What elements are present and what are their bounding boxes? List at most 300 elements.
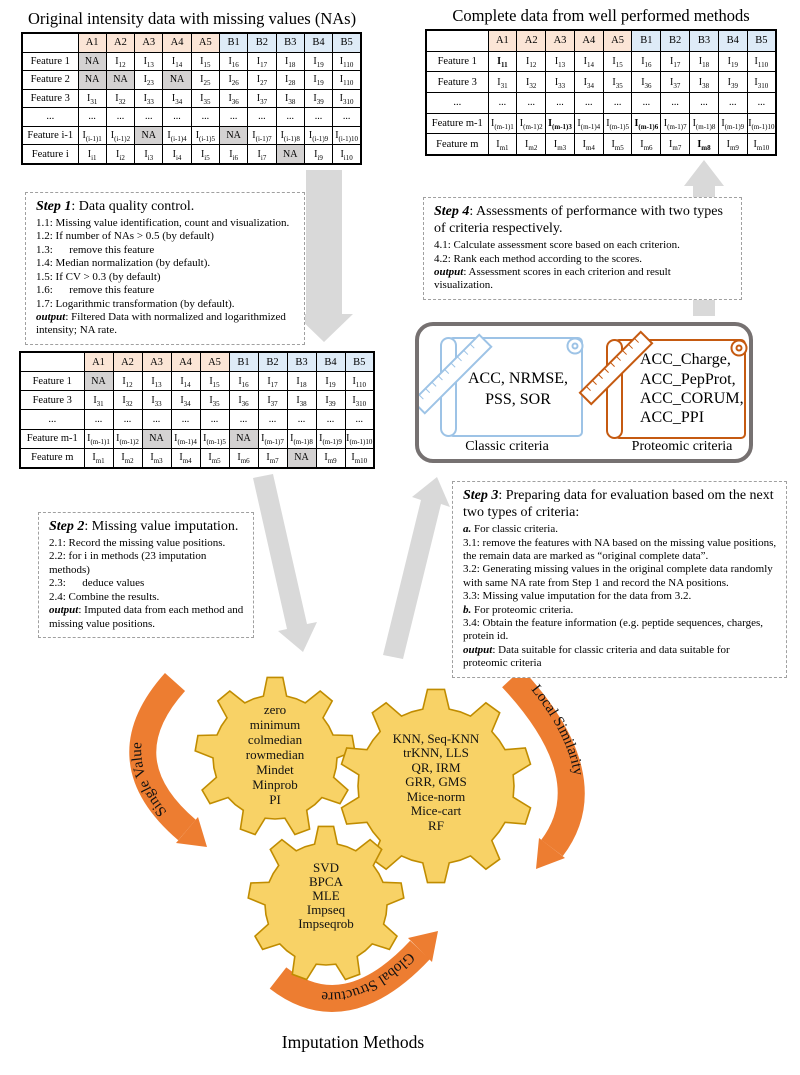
- method-item: zero: [263, 702, 287, 717]
- table-row: [426, 92, 776, 113]
- data-cell: $I_{36}$: [229, 391, 258, 410]
- data-cell: $I_{14}$: [574, 51, 603, 72]
- data-cell: $I_{m4}$: [574, 134, 603, 155]
- data-cell: $I_{33}$: [142, 391, 171, 410]
- imputed-cell: $I_{m8}$: [690, 134, 719, 155]
- imputed-cell: $I_{(m-1)3}$: [546, 113, 575, 134]
- data-cell: $I_{16}$: [632, 51, 661, 72]
- data-cell: ...: [258, 410, 287, 429]
- na-cell: NA: [276, 145, 304, 164]
- data-cell: $I_{13}$: [546, 51, 575, 72]
- data-cell: $I_{35}$: [191, 89, 219, 107]
- data-cell: ...: [718, 92, 747, 113]
- flow-arrow-filtered-to-imputation: [253, 474, 317, 652]
- data-cell: $I_{38}$: [287, 391, 316, 410]
- data-cell: $I_{34}$: [574, 72, 603, 93]
- step-line: 3.2: Generating missing values in the original complete data randomly with same NA rate from Step 1 and record the NA positions.: [463, 563, 776, 589]
- row-label: Feature m: [20, 448, 84, 468]
- data-cell: $I_{18}$: [690, 51, 719, 72]
- data-cell: $I_{(m-1)9}$: [718, 113, 747, 134]
- step1-box: [25, 192, 305, 345]
- row-label: Feature 3: [22, 89, 78, 107]
- data-cell: ...: [171, 410, 200, 429]
- method-item: QR, IRM: [411, 760, 461, 775]
- step-line: 2.3: deduce values: [49, 577, 145, 590]
- step-line: 2.1: Record the missing value positions.: [49, 537, 226, 550]
- data-cell: $I_{m6}$: [632, 134, 661, 155]
- data-cell: ...: [248, 108, 276, 126]
- data-cell: $I_{34}$: [163, 89, 191, 107]
- row-label: Feature i: [22, 145, 78, 164]
- data-table: [425, 29, 777, 156]
- data-cell: $I_{m2}$: [113, 448, 142, 468]
- method-item: Impseq: [306, 902, 346, 917]
- column-header: A1: [78, 33, 106, 52]
- data-cell: ...: [229, 410, 258, 429]
- data-cell: $I_{110}$: [747, 51, 776, 72]
- column-header: A1: [488, 30, 517, 51]
- table-row: [22, 126, 361, 144]
- criteria-box: [415, 322, 753, 463]
- data-cell: $I_{18}$: [287, 372, 316, 391]
- data-cell: $I_{(i-1)7}$: [248, 126, 276, 144]
- data-cell: $I_{17}$: [661, 51, 690, 72]
- data-cell: $I_{(i-1)8}$: [276, 126, 304, 144]
- step-line: 3.4: Obtain the feature information (e.g. peptide sequences, charges, protein id.: [463, 617, 766, 643]
- local-similarity-label: Local Similarity: [527, 681, 586, 777]
- step3-box: [452, 481, 787, 678]
- na-cell: NA: [135, 126, 163, 144]
- data-cell: $I_{310}$: [333, 89, 361, 107]
- complete-table-title: Complete data from well performed methods: [452, 6, 750, 25]
- data-cell: $I_{m3}$: [142, 448, 171, 468]
- data-cell: $I_{m10}$: [747, 134, 776, 155]
- method-item: colmedian: [247, 732, 303, 747]
- column-header: B1: [219, 33, 247, 52]
- step-line: 1.4: Median normalization (by default).: [36, 257, 211, 270]
- data-cell: $I_{39}$: [316, 391, 345, 410]
- table-row: [20, 410, 374, 429]
- data-cell: $I_{19}$: [304, 71, 332, 89]
- original-table-title: Original intensity data with missing values (NAs): [27, 9, 357, 28]
- column-header: B5: [345, 352, 374, 372]
- row-label: Feature 3: [20, 391, 84, 410]
- column-header: B3: [287, 352, 316, 372]
- method-item: Minprob: [252, 777, 298, 792]
- method-item: trKNN, LLS: [403, 745, 469, 760]
- classic-criteria-line: PSS, SOR: [485, 391, 551, 408]
- corner-cell: [22, 33, 78, 52]
- row-label: Feature 1: [22, 52, 78, 70]
- data-cell: $I_{18}$: [276, 52, 304, 70]
- table-row: [20, 429, 374, 448]
- data-cell: $I_{(m-1)4}$: [574, 113, 603, 134]
- data-cell: $I_{(i-1)2}$: [106, 126, 134, 144]
- data-cell: $I_{(m-1)8}$: [690, 113, 719, 134]
- method-item: GRR, GMS: [405, 774, 467, 789]
- method-item: MLE: [312, 888, 340, 903]
- column-header: A3: [135, 33, 163, 52]
- data-cell: $I_{310}$: [345, 391, 374, 410]
- row-label: Feature m: [426, 134, 488, 155]
- data-cell: $I_{(m-1)2}$: [517, 113, 546, 134]
- step-line: output: Filtered Data with normalized and logarithmized intensity; NA rate.: [36, 310, 289, 337]
- column-header: B1: [229, 352, 258, 372]
- row-label: Feature 1: [20, 372, 84, 391]
- row-label: Feature 1: [426, 51, 488, 72]
- column-header: A5: [191, 33, 219, 52]
- data-cell: $I_{i3}$: [135, 145, 163, 164]
- data-cell: $I_{m9}$: [316, 448, 345, 468]
- na-cell: NA: [142, 429, 171, 448]
- data-cell: $I_{15}$: [191, 52, 219, 70]
- data-cell: ...: [546, 92, 575, 113]
- proteomic-criteria-line: ACC_Charge,: [640, 351, 731, 368]
- column-header: B5: [747, 30, 776, 51]
- data-cell: ...: [106, 108, 134, 126]
- column-header: A5: [200, 352, 229, 372]
- data-cell: $I_{(m-1)10}$: [345, 429, 374, 448]
- data-cell: $I_{i9}$: [304, 145, 332, 164]
- method-item: PI: [269, 792, 281, 807]
- data-cell: $I_{m1}$: [84, 448, 113, 468]
- data-cell: $I_{(i-1)10}$: [333, 126, 361, 144]
- data-cell: ...: [142, 410, 171, 429]
- column-header: B4: [718, 30, 747, 51]
- data-cell: $I_{38}$: [276, 89, 304, 107]
- proteomic-criteria-line: ACC_PPI: [640, 409, 705, 426]
- data-cell: ...: [333, 108, 361, 126]
- data-cell: ...: [747, 92, 776, 113]
- method-item: Mice-norm: [406, 789, 466, 804]
- data-cell: ...: [163, 108, 191, 126]
- data-cell: $I_{34}$: [171, 391, 200, 410]
- data-cell: ...: [632, 92, 661, 113]
- column-header: A3: [546, 30, 575, 51]
- row-label: Feature i-1: [22, 126, 78, 144]
- data-cell: ...: [690, 92, 719, 113]
- step-line: 1.3: remove this feature: [36, 243, 155, 256]
- step-line: output: Assessment scores in each criterion and result visualization.: [434, 265, 674, 292]
- step-line: 4.2: Rank each method according to the scores.: [434, 252, 643, 265]
- data-cell: ...: [135, 108, 163, 126]
- method-item: RF: [428, 818, 444, 833]
- table-row: [22, 145, 361, 164]
- data-cell: $I_{37}$: [258, 391, 287, 410]
- column-header: A2: [113, 352, 142, 372]
- method-item: minimum: [249, 717, 301, 732]
- row-label: Feature m-1: [426, 113, 488, 134]
- step-title: Step 3: Preparing data for evaluation based om the next two types of criteria:: [463, 488, 774, 521]
- data-cell: ...: [316, 410, 345, 429]
- column-header: A5: [603, 30, 632, 51]
- data-cell: $I_{(m-1)7}$: [258, 429, 287, 448]
- criteria-scrolls: [419, 326, 749, 459]
- data-cell: $I_{(m-1)9}$: [316, 429, 345, 448]
- column-header: A3: [142, 352, 171, 372]
- table-row: [426, 51, 776, 72]
- column-header: B3: [276, 33, 304, 52]
- data-table: [19, 351, 375, 469]
- data-cell: $I_{m1}$: [488, 134, 517, 155]
- data-cell: $I_{35}$: [200, 391, 229, 410]
- data-cell: $I_{110}$: [333, 71, 361, 89]
- table-row: [20, 372, 374, 391]
- row-label: ...: [22, 108, 78, 126]
- data-cell: $I_{19}$: [316, 372, 345, 391]
- data-cell: $I_{31}$: [488, 72, 517, 93]
- column-header: B3: [690, 30, 719, 51]
- corner-cell: [426, 30, 488, 51]
- table-row: [22, 89, 361, 107]
- column-header: B1: [632, 30, 661, 51]
- method-item: BPCA: [309, 874, 343, 889]
- data-cell: $I_{m9}$: [718, 134, 747, 155]
- step-line: 2.2: for i in methods (23 imputation methods): [49, 550, 210, 576]
- data-cell: $I_{37}$: [248, 89, 276, 107]
- data-cell: $I_{(m-1)1}$: [84, 429, 113, 448]
- data-cell: $I_{31}$: [84, 391, 113, 410]
- na-cell: NA: [106, 71, 134, 89]
- data-cell: $I_{(m-1)10}$: [747, 113, 776, 134]
- data-cell: $I_{39}$: [304, 89, 332, 107]
- original-data-table: [21, 32, 362, 165]
- data-cell: $I_{(i-1)5}$: [191, 126, 219, 144]
- data-cell: $I_{i6}$: [219, 145, 247, 164]
- data-cell: ...: [304, 108, 332, 126]
- na-cell: NA: [229, 429, 258, 448]
- data-cell: $I_{33}$: [135, 89, 163, 107]
- row-label: Feature m-1: [20, 429, 84, 448]
- filtered-data-table: [19, 351, 375, 469]
- data-cell: ...: [78, 108, 106, 126]
- data-cell: $I_{110}$: [345, 372, 374, 391]
- data-cell: $I_{(i-1)4}$: [163, 126, 191, 144]
- row-label: ...: [20, 410, 84, 429]
- na-cell: NA: [287, 448, 316, 468]
- column-header: B5: [333, 33, 361, 52]
- data-cell: $I_{m5}$: [603, 134, 632, 155]
- classic-criteria-line: ACC, NRMSE,: [467, 370, 569, 387]
- classic-criteria-label: Classic criteria: [465, 439, 549, 454]
- gear-single-value-methods: [246, 702, 305, 807]
- method-item: KNN, Seq-KNN: [392, 731, 480, 746]
- step-line: 1.1: Missing value identification, count and visualization.: [36, 217, 290, 230]
- method-item: Mice-cart: [410, 803, 462, 818]
- table-row: [22, 108, 361, 126]
- global-structure-label: Global Structure: [320, 949, 418, 1005]
- data-cell: $I_{25}$: [191, 71, 219, 89]
- na-cell: NA: [78, 52, 106, 70]
- data-cell: $I_{13}$: [135, 52, 163, 70]
- data-cell: $I_{17}$: [248, 52, 276, 70]
- data-cell: $I_{(m-1)8}$: [287, 429, 316, 448]
- data-cell: ...: [113, 410, 142, 429]
- proteomic-criteria-line: ACC_CORUM,: [640, 390, 744, 407]
- step-line: output: Data suitable for classic criteria and data suitable for proteomic criteria: [463, 643, 733, 670]
- data-cell: $I_{14}$: [171, 372, 200, 391]
- data-cell: ...: [219, 108, 247, 126]
- method-item: rowmedian: [245, 747, 305, 762]
- row-label: Feature 2: [22, 71, 78, 89]
- column-header: B4: [316, 352, 345, 372]
- table-row: [22, 71, 361, 89]
- column-header: A2: [517, 30, 546, 51]
- data-cell: $I_{110}$: [333, 52, 361, 70]
- step-line: 1.5: If CV > 0.3 (by default): [36, 270, 161, 283]
- data-cell: $I_{12}$: [113, 372, 142, 391]
- single-value-label: Single Value: [129, 741, 171, 820]
- data-cell: ...: [603, 92, 632, 113]
- data-cell: $I_{19}$: [304, 52, 332, 70]
- data-cell: $I_{37}$: [661, 72, 690, 93]
- data-cell: $I_{(i-1)1}$: [78, 126, 106, 144]
- data-cell: $I_{15}$: [603, 51, 632, 72]
- data-cell: ...: [287, 410, 316, 429]
- column-header: B4: [304, 33, 332, 52]
- data-cell: $I_{(m-1)2}$: [113, 429, 142, 448]
- column-header: B2: [258, 352, 287, 372]
- imputed-cell: $I_{11}$: [488, 51, 517, 72]
- column-header: A4: [574, 30, 603, 51]
- table-row: [426, 134, 776, 155]
- data-cell: $I_{39}$: [718, 72, 747, 93]
- data-cell: ...: [345, 410, 374, 429]
- data-cell: $I_{m2}$: [517, 134, 546, 155]
- step-title: Step 1: Data quality control.: [36, 199, 195, 214]
- data-cell: $I_{m5}$: [200, 448, 229, 468]
- data-cell: $I_{32}$: [113, 391, 142, 410]
- data-cell: ...: [574, 92, 603, 113]
- data-cell: $I_{19}$: [718, 51, 747, 72]
- na-cell: NA: [219, 126, 247, 144]
- step-line: output: Imputed data from each method and missing value positions.: [49, 604, 247, 630]
- table-row: [20, 448, 374, 468]
- proteomic-criteria-label: Proteomic criteria: [631, 439, 733, 454]
- data-cell: $I_{m7}$: [661, 134, 690, 155]
- step-line: a. For classic criteria.: [463, 523, 558, 536]
- data-cell: $I_{32}$: [106, 89, 134, 107]
- data-cell: $I_{i2}$: [106, 145, 134, 164]
- data-cell: $I_{12}$: [517, 51, 546, 72]
- data-cell: ...: [276, 108, 304, 126]
- data-cell: $I_{35}$: [603, 72, 632, 93]
- data-cell: $I_{i1}$: [78, 145, 106, 164]
- data-cell: $I_{(m-1)7}$: [661, 113, 690, 134]
- row-label: Feature 3: [426, 72, 488, 93]
- data-cell: $I_{i4}$: [163, 145, 191, 164]
- method-item: Impseqrob: [298, 916, 354, 931]
- data-cell: $I_{28}$: [276, 71, 304, 89]
- imputation-methods-caption: Imputation Methods: [281, 1032, 425, 1052]
- step-title: Step 2: Missing value imputation.: [49, 519, 239, 534]
- data-cell: $I_{31}$: [78, 89, 106, 107]
- data-cell: $I_{27}$: [248, 71, 276, 89]
- table-row: [426, 113, 776, 134]
- na-cell: NA: [84, 372, 113, 391]
- step-line: 4.1: Calculate assessment score based on each criterion.: [434, 239, 680, 252]
- data-cell: $I_{310}$: [747, 72, 776, 93]
- data-cell: ...: [517, 92, 546, 113]
- data-cell: ...: [661, 92, 690, 113]
- data-cell: $I_{13}$: [142, 372, 171, 391]
- proteomic-criteria-line: ACC_PepProt,: [640, 371, 736, 388]
- proteomic-criteria-scroll: [580, 332, 747, 438]
- step-line: 1.6: remove this feature: [36, 284, 155, 297]
- classic-criteria-scroll: [419, 335, 583, 436]
- step4-box: [423, 197, 742, 300]
- data-cell: ...: [191, 108, 219, 126]
- corner-cell: [20, 352, 84, 372]
- data-cell: ...: [488, 92, 517, 113]
- flow-arrow-imputation-to-evaluation: [383, 477, 450, 659]
- column-header: A4: [171, 352, 200, 372]
- data-cell: $I_{m7}$: [258, 448, 287, 468]
- data-cell: $I_{36}$: [219, 89, 247, 107]
- table-row: [20, 391, 374, 410]
- data-table: [21, 32, 362, 165]
- data-cell: $I_{36}$: [632, 72, 661, 93]
- column-header: A2: [106, 33, 134, 52]
- data-cell: $I_{14}$: [163, 52, 191, 70]
- data-cell: $I_{(m-1)5}$: [200, 429, 229, 448]
- na-cell: NA: [78, 71, 106, 89]
- data-cell: $I_{i5}$: [191, 145, 219, 164]
- imputed-cell: $I_{(m-1)6}$: [632, 113, 661, 134]
- step2-box: [38, 512, 254, 638]
- step-line: 1.2: If number of NAs > 0.5 (by default): [36, 230, 214, 243]
- data-cell: $I_{m4}$: [171, 448, 200, 468]
- data-cell: $I_{i10}$: [333, 145, 361, 164]
- na-cell: NA: [163, 71, 191, 89]
- table-row: [22, 52, 361, 70]
- step-line: 3.3: Missing value imputation for the data from 3.2.: [463, 590, 692, 603]
- step-line: 3.1: remove the features with NA based on the missing value positions, the remain data are marked as “original complete data”.: [463, 536, 779, 562]
- data-cell: $I_{26}$: [219, 71, 247, 89]
- data-cell: ...: [200, 410, 229, 429]
- data-cell: $I_{17}$: [258, 372, 287, 391]
- step-line: 1.7: Logarithmic transformation (by default).: [36, 297, 235, 310]
- column-header: A4: [163, 33, 191, 52]
- data-cell: $I_{16}$: [219, 52, 247, 70]
- data-cell: $I_{15}$: [200, 372, 229, 391]
- column-header: A1: [84, 352, 113, 372]
- method-item: Mindet: [256, 762, 294, 777]
- data-cell: $I_{16}$: [229, 372, 258, 391]
- data-cell: $I_{m6}$: [229, 448, 258, 468]
- data-cell: $I_{m10}$: [345, 448, 374, 468]
- data-cell: $I_{m3}$: [546, 134, 575, 155]
- table-row: [426, 72, 776, 93]
- step-title: Step 4: Assessments of performance with two types of criteria respectively.: [434, 204, 723, 237]
- column-header: B2: [248, 33, 276, 52]
- step-line: 2.4: Combine the results.: [49, 590, 160, 603]
- data-cell: ...: [84, 410, 113, 429]
- data-cell: $I_{32}$: [517, 72, 546, 93]
- complete-data-table: [425, 29, 777, 156]
- data-cell: $I_{33}$: [546, 72, 575, 93]
- data-cell: $I_{(m-1)5}$: [603, 113, 632, 134]
- row-label: ...: [426, 92, 488, 113]
- step-line: b. For proteomic criteria.: [463, 603, 574, 616]
- data-cell: $I_{(m-1)1}$: [488, 113, 517, 134]
- data-cell: $I_{12}$: [106, 52, 134, 70]
- column-header: B2: [661, 30, 690, 51]
- method-item: SVD: [312, 860, 340, 875]
- data-cell: $I_{(i-1)9}$: [304, 126, 332, 144]
- data-cell: $I_{38}$: [690, 72, 719, 93]
- data-cell: $I_{23}$: [135, 71, 163, 89]
